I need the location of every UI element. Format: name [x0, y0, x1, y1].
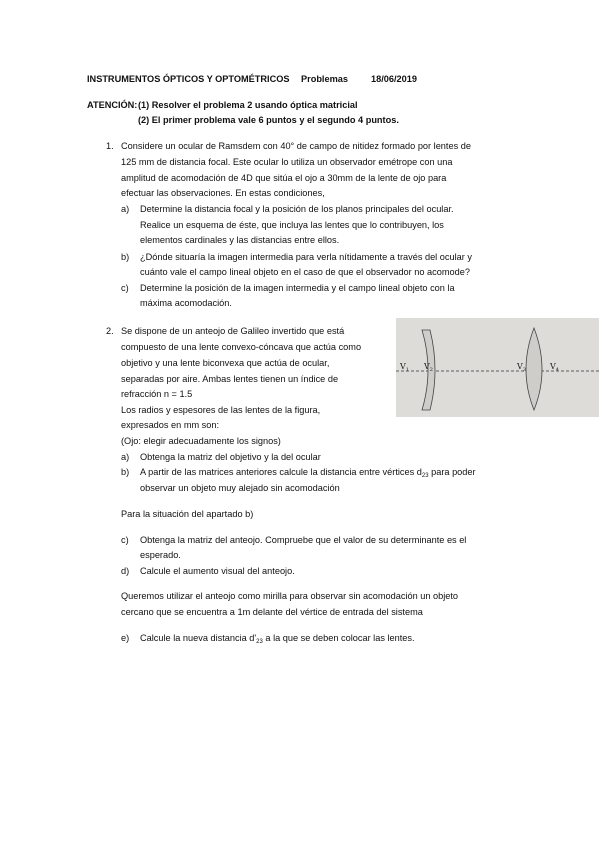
exam-kind: Problemas: [301, 74, 348, 84]
problem-2-number: 2.: [106, 326, 114, 336]
problem-1-line: Considere un ocular de Ramsdem con 40° de campo de nitidez formado por lentes de: [121, 141, 471, 151]
item-e-text-post: a la que se deben colocar las lentes.: [262, 633, 415, 643]
problem-2-line: Se dispone de un anteojo de Galileo invertido que está: [121, 326, 345, 336]
mirror-text-line: cercano que se encuentra a 1m delante del vértice de entrada del sistema: [121, 607, 423, 617]
problem-2-line: objetivo y una lente biconvexa que actúa de ocular,: [121, 358, 330, 368]
vertex-label-v2: $V_2$: [424, 362, 433, 373]
problem-1-item-letter: b): [121, 252, 130, 262]
problem-2-item-line: Calcule el aumento visual del anteojo.: [140, 566, 295, 576]
problem-2-line: separadas por aire. Ambas lentes tienen un índice de: [121, 374, 339, 384]
vertex-label-v1: $V_1$: [400, 362, 409, 373]
problem-1-item-line: máxima acomodación.: [140, 298, 232, 308]
attention-note-1: (1) Resolver el problema 2 usando óptica matricial: [138, 100, 358, 110]
problem-1-item-line: Realice un esquema de éste, que incluya las lentes que lo contribuyen, los: [140, 220, 444, 230]
problem-2-line: expresados en mm son:: [121, 420, 220, 430]
exam-date: 18/06/2019: [371, 74, 417, 84]
problem-2-item-letter: b): [121, 467, 130, 477]
attention-label: ATENCIÓN:: [87, 100, 138, 110]
problem-2-item-letter: d): [121, 566, 130, 576]
problem-2-item-line: observar un objeto muy alejado sin acomodación: [140, 483, 340, 493]
problem-1-item-letter: c): [121, 283, 129, 293]
problem-1-item-line: ¿Dónde situaría la imagen intermedia para verla nítidamente a través del ocular y: [140, 252, 472, 262]
item-e-text: Calcule la nueva distancia d': [140, 633, 257, 643]
problem-1-line: amplitud de acomodación de 4D que sitúa el ojo a 30mm de la lente de ojo para: [121, 173, 447, 183]
problem-1-item-line: elementos cardinales y las distancias entre ellos.: [140, 235, 340, 245]
item-b-text: A partir de las matrices anteriores calcule la distancia entre vértices d: [140, 467, 422, 477]
course-title: INSTRUMENTOS ÓPTICOS Y OPTOMÉTRICOS: [87, 74, 290, 84]
item-e-subscript: 23: [256, 639, 263, 645]
problem-1-item-letter: a): [121, 204, 130, 214]
situation-note: Para la situación del apartado b): [121, 509, 254, 519]
item-b-subscript: 23: [421, 473, 429, 479]
problem-2-item-line: Obtenga la matriz del anteojo. Compruebe que el valor de su determinante es el: [140, 535, 467, 545]
problem-2-item-line: esperado.: [140, 550, 181, 560]
lens-figure: [396, 318, 599, 417]
mirror-text-line: Queremos utilizar el anteojo como mirilla para observar sin acomodación un objeto: [121, 591, 459, 601]
problem-1-line: 125 mm de distancia focal. Este ocular lo utiliza un observador emétrope con una: [121, 157, 453, 167]
problem-1-line: efectuar las observaciones. En estas condiciones,: [121, 188, 325, 198]
problem-2-item-letter: c): [121, 535, 129, 545]
problem-2-item-letter: a): [121, 452, 130, 462]
item-b-text-post: para poder: [428, 467, 476, 477]
attention-note-2: (2) El primer problema vale 6 puntos y el segundo 4 puntos.: [138, 115, 399, 125]
problem-1-item-line: cuánto vale el campo lineal objeto en el caso de que el observador no acomode?: [140, 267, 470, 277]
problem-2-line: (Ojo: elegir adecuadamente los signos): [121, 436, 281, 446]
problem-2-item-letter: e): [121, 633, 130, 643]
problem-1-item-line: Determine la distancia focal y la posición de los planos principales del ocular.: [140, 204, 454, 214]
problem-1-item-line: Determine la posición de la imagen intermedia y el campo lineal objeto con la: [140, 283, 455, 293]
problem-2-line: Los radios y espesores de las lentes de la figura,: [121, 405, 321, 415]
problem-2-item-line: Obtenga la matriz del objetivo y la del ocular: [140, 452, 321, 462]
problem-2-item-line: [140, 632, 415, 644]
vertex-label-v3: $V_3$: [517, 362, 526, 373]
problem-2-item-line: [140, 466, 476, 478]
problem-2-line: compuesto de una lente convexo-cóncava que actúa como: [121, 342, 362, 352]
problem-1-number: 1.: [106, 141, 114, 151]
vertex-label-v4: $V_4$: [550, 362, 559, 373]
problem-2-line: refracción n = 1.5: [121, 389, 193, 399]
